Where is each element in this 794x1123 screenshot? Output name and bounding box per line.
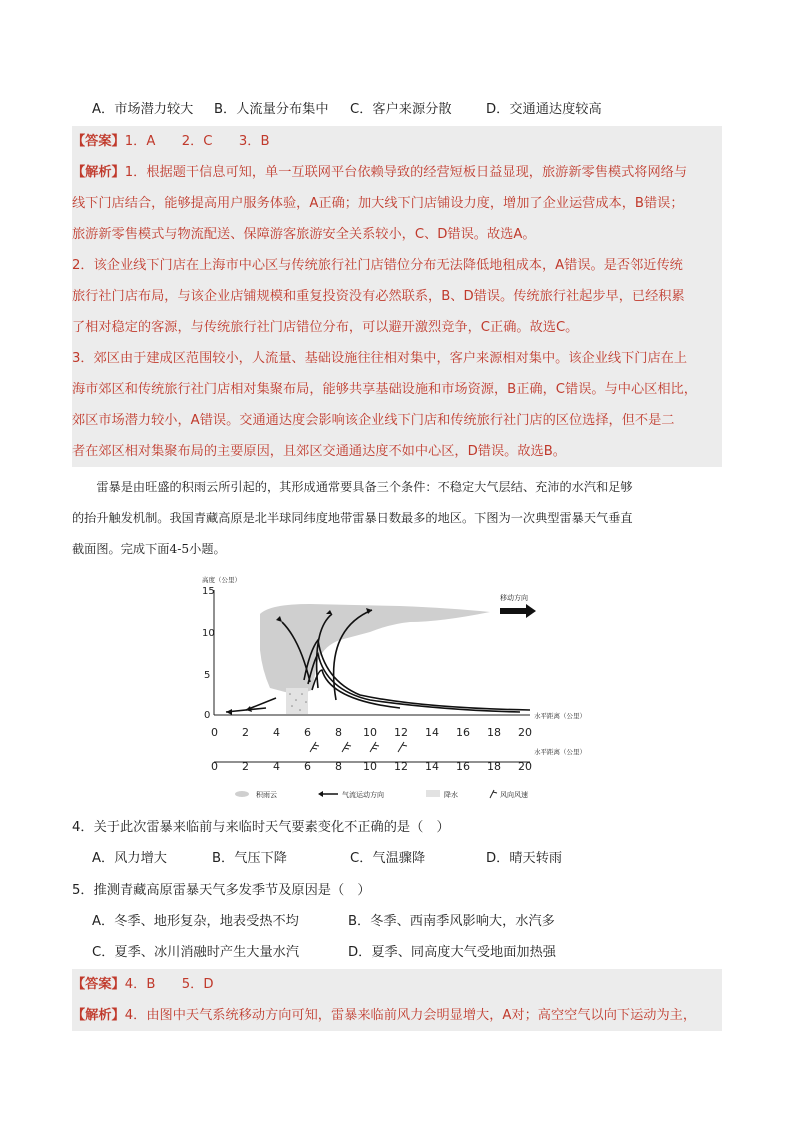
analysis-line: 旅行社门店布局，与该企业店铺规模和重复投资没有必然联系，B、D错误。传统旅行社起步早，已经积累 <box>72 281 722 312</box>
analysis-line: 旅游新零售模式与物流配送、保障游客旅游安全关系较小，C、D错误。故选A。 <box>72 219 722 250</box>
answer-text: 1．A 2．C 3．B <box>124 134 270 149</box>
analysis-line: 3．郊区由于建成区范围较小，人流量、基础设施往往相对集中，客户来源相对集中。该企业线下门店在上 <box>72 343 722 374</box>
x-tick: 14 <box>425 726 439 739</box>
analysis-line: 2．该企业线下门店在上海市中心区与传统旅行社门店错位分布无法降低地租成本，A错误。是否邻近传统 <box>72 250 722 281</box>
answer-tag: 【答案】 <box>72 977 125 992</box>
x-ticks-row-1 <box>211 726 532 739</box>
analysis-line-2 <box>72 1000 722 1031</box>
x-tick: 6 <box>304 760 311 773</box>
x-tick: 16 <box>456 760 470 773</box>
x-tick: 0 <box>211 760 218 773</box>
y-tick: 0 <box>204 710 211 721</box>
legend-label: 气流运动方向 <box>342 791 384 799</box>
x-tick: 4 <box>273 760 280 773</box>
legend-label: 积雨云 <box>256 791 277 799</box>
x-tick: 8 <box>335 726 342 739</box>
x-tick: 0 <box>211 726 218 739</box>
analysis-text: 1．根据题干信息可知，单一互联网平台依赖导致的经营短板日益显现，旅游新零售模式将网络与 <box>124 165 688 180</box>
analysis-text: 4．由图中天气系统移动方向可知，雷暴来临前风力会明显增大，A对；高空空气以向下运动为主， <box>124 1008 697 1023</box>
cumulonimbus-cloud <box>260 604 490 693</box>
q4-option-a: A．风力增大 <box>92 851 167 866</box>
x-axis-label: 水平距离（公里） <box>534 712 586 720</box>
x-tick: 18 <box>487 726 501 739</box>
legend-label: 降水 <box>444 791 458 799</box>
legend <box>235 790 528 799</box>
legend-label: 风向风速 <box>500 791 528 799</box>
x-tick: 10 <box>363 726 377 739</box>
y-tick: 5 <box>204 670 211 681</box>
x-tick: 12 <box>394 760 408 773</box>
analysis-line <box>72 157 722 188</box>
x-tick: 2 <box>242 726 249 739</box>
analysis-line: 线下门店结合，能够提高用户服务体验，A正确；加大线下门店铺设力度，增加了企业运营成本，B错误； <box>72 188 722 219</box>
q5-stem: 5．推测青藏高原雷暴天气多发季节及原因是（ ） <box>72 883 371 898</box>
q5-option-a: A．冬季、地形复杂，地表受热不均 <box>92 914 299 929</box>
answer-line-2 <box>72 969 722 1000</box>
q4-option-b: B．气压下降 <box>212 851 287 866</box>
movement-arrow <box>500 604 536 618</box>
x-tick: 12 <box>394 726 408 739</box>
x-tick: 4 <box>273 726 280 739</box>
q4-option-d: D．晴天转雨 <box>486 851 563 866</box>
q5-option-c: C．夏季、冰川消融时产生大量水汽 <box>92 945 300 960</box>
q5-option-b: B．冬季、西南季风影响大，水汽多 <box>348 914 555 929</box>
y-axis-label: 高度（公里） <box>202 576 241 584</box>
x-tick: 14 <box>425 760 439 773</box>
q5-option-d: D．夏季、同高度大气受地面加热强 <box>348 945 556 960</box>
x-tick: 18 <box>487 760 501 773</box>
x-tick: 20 <box>518 760 532 773</box>
q4-option-c: C．气温骤降 <box>350 851 426 866</box>
y-tick: 10 <box>202 628 215 639</box>
legend-precip-swatch <box>426 790 440 797</box>
x-tick: 8 <box>335 760 342 773</box>
x-axis-label-2: 水平距离（公里） <box>534 748 586 756</box>
move-label: 移动方向 <box>500 594 528 602</box>
q4-stem: 4．关于此次雷暴来临前与来临时天气要素变化不正确的是（ ） <box>72 820 450 835</box>
x-tick: 20 <box>518 726 532 739</box>
x-tick: 10 <box>363 760 377 773</box>
q3-option-c: C．客户来源分散 <box>350 102 452 117</box>
wind-barbs <box>310 742 407 752</box>
precipitation-area <box>286 688 308 714</box>
thunderstorm-cross-section-figure <box>200 570 586 806</box>
analysis-tag: 【解析】 <box>72 1008 125 1023</box>
analysis-line: 了相对稳定的客源，与传统旅行社门店错位分布，可以避开激烈竞争，C正确。故选C。 <box>72 312 722 343</box>
x-tick: 6 <box>304 726 311 739</box>
y-tick: 15 <box>202 586 215 597</box>
intro-line: 截面图。完成下面4-5小题。 <box>72 542 226 556</box>
q3-option-b: B．人流量分布集中 <box>214 102 329 117</box>
analysis-line: 者在郊区相对集聚布局的主要原因，且郊区交通通达度不如中心区，D错误。故选B。 <box>72 436 722 467</box>
legend-cloud-swatch <box>235 791 249 797</box>
analysis-line: 海市郊区和传统旅行社门店相对集聚布局，能够共享基础设施和市场资源，B正确，C错误。与中心区相比， <box>72 374 722 405</box>
analysis-line: 郊区市场潜力较小，A错误。交通通达度会影响该企业线下门店和传统旅行社门店的区位选择，但不是二 <box>72 405 722 436</box>
q3-option-a: A．市场潜力较大 <box>92 102 194 117</box>
intro-line: 雷暴是由旺盛的积雨云所引起的，其形成通常要具备三个条件：不稳定大气层结、充沛的水汽和足够 <box>72 480 633 494</box>
intro-line: 的抬升触发机制。我国青藏高原是北半球同纬度地带雷暴日数最多的地区。下图为一次典型雷暴天气垂直 <box>72 511 633 525</box>
x-tick: 2 <box>242 760 249 773</box>
q3-option-d: D．交通通达度较高 <box>486 102 602 117</box>
analysis-tag: 【解析】 <box>72 165 125 180</box>
legend-wind-swatch <box>490 790 497 798</box>
answer-text: 4．B 5．D <box>124 977 214 992</box>
answer-line-1 <box>72 126 722 157</box>
answer-tag: 【答案】 <box>72 134 125 149</box>
x-tick: 16 <box>456 726 470 739</box>
